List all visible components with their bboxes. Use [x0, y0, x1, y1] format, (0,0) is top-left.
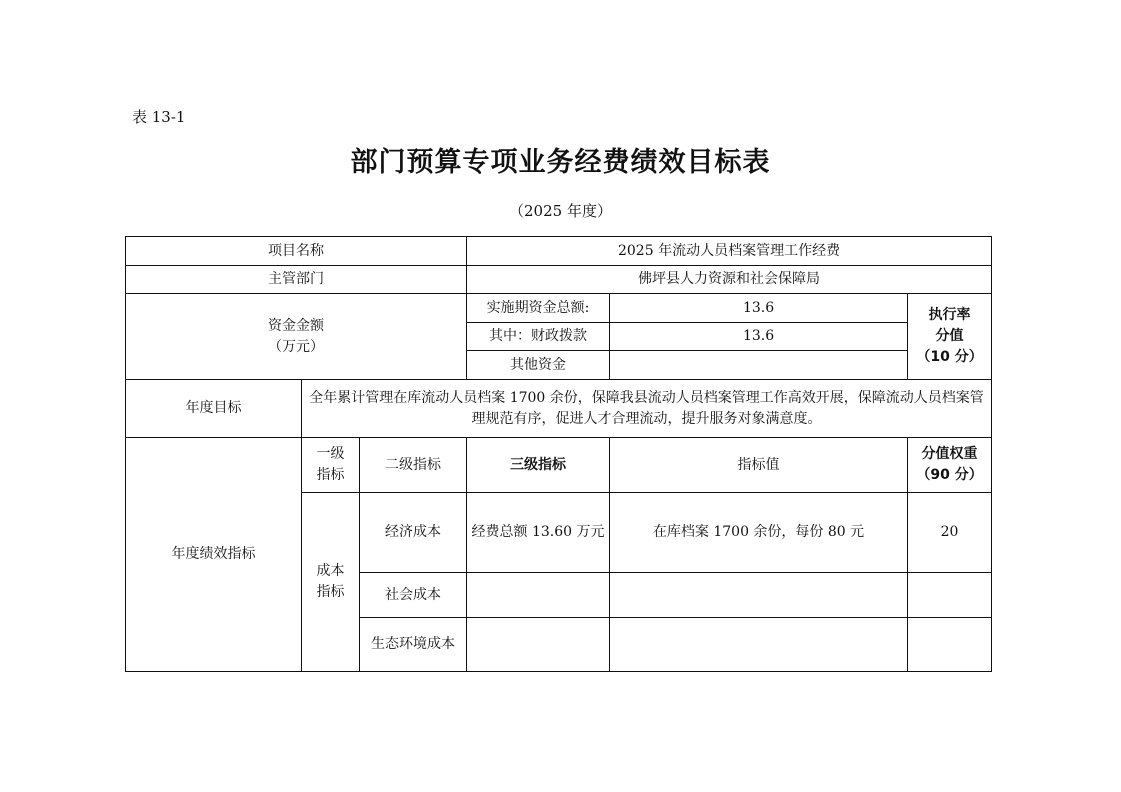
- execution-score-cell: [908, 294, 992, 380]
- funds-total-label: 实施期资金总额:: [467, 294, 610, 323]
- header-weight-line2: （90 分）: [916, 467, 983, 483]
- table-row: [126, 438, 992, 493]
- table-row: [126, 266, 992, 294]
- funds-label-cell: [126, 294, 467, 380]
- table-row: [126, 294, 992, 323]
- funds-unit: （万元）: [268, 338, 325, 355]
- funds-total-value: 13.6: [610, 294, 908, 323]
- level3-cell: [467, 618, 610, 672]
- performance-table: [125, 236, 992, 672]
- annual-goal-text: 全年累计管理在库流动人员档案 1700 余份，保障我县流动人员档案管理工作高效开展，保障流动人员档案管理规范有序，促进人才合理流动，提升服务对象满意度。: [302, 380, 992, 438]
- level2-cell: 生态环境成本: [360, 618, 467, 672]
- department-value: 佛坪县人力资源和社会保障局: [467, 266, 992, 294]
- table-number: 表 13-1: [132, 108, 186, 126]
- funds-fiscal-label: 其中：财政拨款: [467, 323, 610, 351]
- execution-score-line1: 执行率: [928, 307, 971, 323]
- level3-cell: 经费总额 13.60 万元: [467, 493, 610, 573]
- level2-cell: 经济成本: [360, 493, 467, 573]
- funds-label: 资金金额: [268, 317, 325, 334]
- page-title: 部门预算专项业务经费绩效目标表: [350, 147, 771, 178]
- header-level2: 二级指标: [360, 438, 467, 493]
- weight-cell: 20: [908, 493, 992, 573]
- execution-score-line3: （10 分）: [916, 349, 983, 365]
- funds-other-value: [610, 351, 908, 380]
- header-weight-line1: 分值权重: [921, 446, 978, 462]
- table-row: [126, 380, 992, 438]
- fiscal-year: （2025 年度）: [509, 202, 612, 220]
- execution-score-line2: 分值: [935, 328, 964, 344]
- level1-cost: [302, 493, 360, 672]
- header-level3: 三级指标: [467, 438, 610, 493]
- table-row: [126, 237, 992, 266]
- indicator-value-cell: [610, 618, 908, 672]
- funds-other-label: 其他资金: [467, 351, 610, 380]
- header-weight: [908, 438, 992, 493]
- weight-cell: [908, 618, 992, 672]
- indicator-value-cell: 在库档案 1700 余份，每份 80 元: [610, 493, 908, 573]
- weight-cell: [908, 573, 992, 618]
- department-label: 主管部门: [126, 266, 467, 294]
- project-name-label: 项目名称: [126, 237, 467, 266]
- level3-cell: [467, 573, 610, 618]
- header-value: 指标值: [610, 438, 908, 493]
- level2-cell: 社会成本: [360, 573, 467, 618]
- level1-cost-line1: 成本: [316, 563, 345, 579]
- project-name-value: 2025 年流动人员档案管理工作经费: [467, 237, 992, 266]
- annual-goal-label: 年度目标: [126, 380, 302, 438]
- indicator-value-cell: [610, 573, 908, 618]
- header-level1-line2: 指标: [316, 467, 345, 483]
- header-level1: [302, 438, 360, 493]
- indicators-label: 年度绩效指标: [126, 438, 302, 672]
- level1-cost-line2: 指标: [316, 584, 345, 600]
- header-level1-line1: 一级: [316, 446, 345, 462]
- funds-fiscal-value: 13.6: [610, 323, 908, 351]
